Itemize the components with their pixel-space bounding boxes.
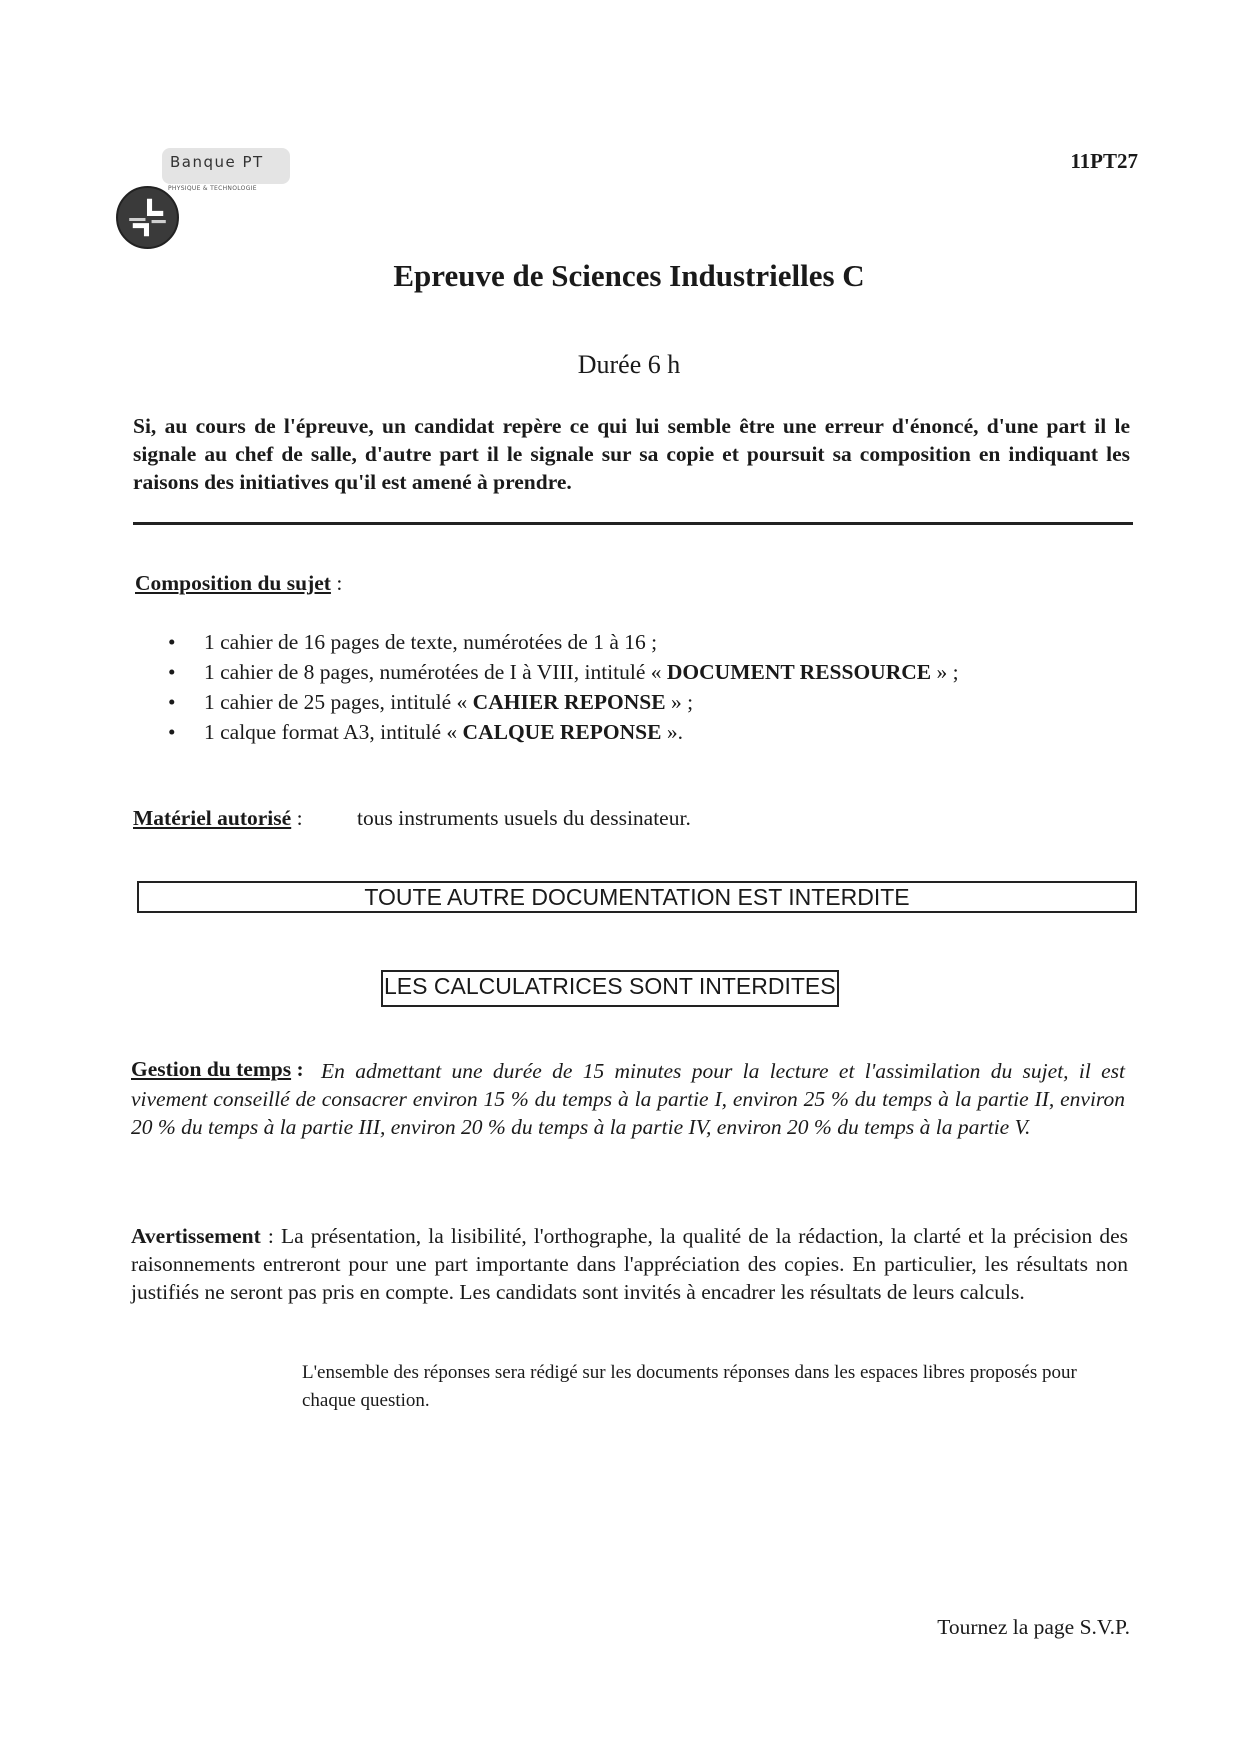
- materiel-value: tous instruments usuels du dessinateur.: [357, 806, 691, 830]
- materiel-heading: [133, 806, 303, 831]
- avertissement-note: L'ensemble des réponses sera rédigé sur les documents réponses dans les espaces libres proposés pour chaque question.: [302, 1362, 1077, 1411]
- list-item-text: 1 calque format A3, intitulé «: [204, 720, 463, 744]
- page-title: Epreuve de Sciences Industrielles C: [393, 258, 865, 293]
- composition-heading-label: Composition du sujet: [135, 571, 331, 595]
- list-item-bold: DOCUMENT RESSOURCE: [666, 660, 932, 684]
- footer-turn-page: Tournez la page S.V.P.: [937, 1615, 1130, 1639]
- divider: [133, 522, 1133, 525]
- list-item-text: 1 cahier de 8 pages, numérotées de I à VIII, intitulé «: [204, 660, 667, 684]
- gestion-heading: [131, 1057, 304, 1082]
- intro-paragraph: Si, au cours de l'épreuve, un candidat repère ce qui lui semble être une erreur d'énoncé, d'une part il le signale au chef de salle, d'autre part il le signale sur sa copie et poursuit sa composition en indiquant les raisons des initiatives qu'il est amené à prendre.: [133, 414, 1130, 494]
- list-item: [168, 717, 959, 747]
- list-item: [168, 627, 959, 657]
- gestion-label: Gestion du temps: [131, 1057, 292, 1081]
- composition-heading: [135, 571, 342, 596]
- list-item-suffix: » ;: [931, 660, 959, 684]
- gestion-colon: :: [291, 1057, 304, 1081]
- logo-icon: [115, 185, 180, 250]
- documentation-notice: TOUTE AUTRE DOCUMENTATION EST INTERDITE: [137, 881, 1137, 913]
- list-item-suffix: » ;: [665, 690, 694, 714]
- avertissement-text: La présentation, la lisibilité, l'orthographe, la qualité de la rédaction, la clarté et la précision des raisonnements entreront pour une part importante dans l'appréciation des copies. En particulier, les résultats non justifiés ne seront pas pris en compte. Les candidats sont invités à encadrer les résultats de leurs calculs.: [131, 1224, 1128, 1304]
- avertissement-label: Avertissement: [131, 1224, 261, 1248]
- logo-subtitle: PHYSIQUE & TECHNOLOGIE: [168, 185, 257, 192]
- exam-duration: Durée 6 h: [577, 350, 681, 379]
- exam-code: 11PT27: [1070, 149, 1138, 173]
- list-item: [168, 657, 959, 687]
- avertissement-paragraph: [131, 1222, 1128, 1306]
- avertissement-colon: :: [260, 1224, 281, 1248]
- logo-name: Banque PT: [170, 153, 264, 171]
- list-item-text: 1 cahier de 16 pages de texte, numérotées de 1 à 16 ;: [204, 630, 658, 654]
- list-item: [168, 687, 959, 717]
- calculator-notice: LES CALCULATRICES SONT INTERDITES: [381, 970, 839, 1007]
- gestion-text: En admettant une durée de 15 minutes pour la lecture et l'assimilation du sujet, il est vivement conseillé de consacrer environ 15 % du temps à la partie I, environ 25 % du temps à la partie II, environ 20 % du temps à la partie III, environ 20 % du temps à la partie IV, environ 20 % du temps à la partie V.: [131, 1059, 1125, 1139]
- list-item-bold: CAHIER REPONSE: [472, 690, 666, 714]
- list-item-text: 1 cahier de 25 pages, intitulé «: [204, 690, 473, 714]
- materiel-label: Matériel autorisé: [133, 806, 292, 830]
- list-item-bold: CALQUE REPONSE: [462, 720, 662, 744]
- list-item-suffix: ».: [661, 720, 683, 744]
- composition-list: [168, 627, 959, 747]
- composition-heading-colon: :: [330, 571, 343, 595]
- materiel-colon: :: [291, 806, 303, 830]
